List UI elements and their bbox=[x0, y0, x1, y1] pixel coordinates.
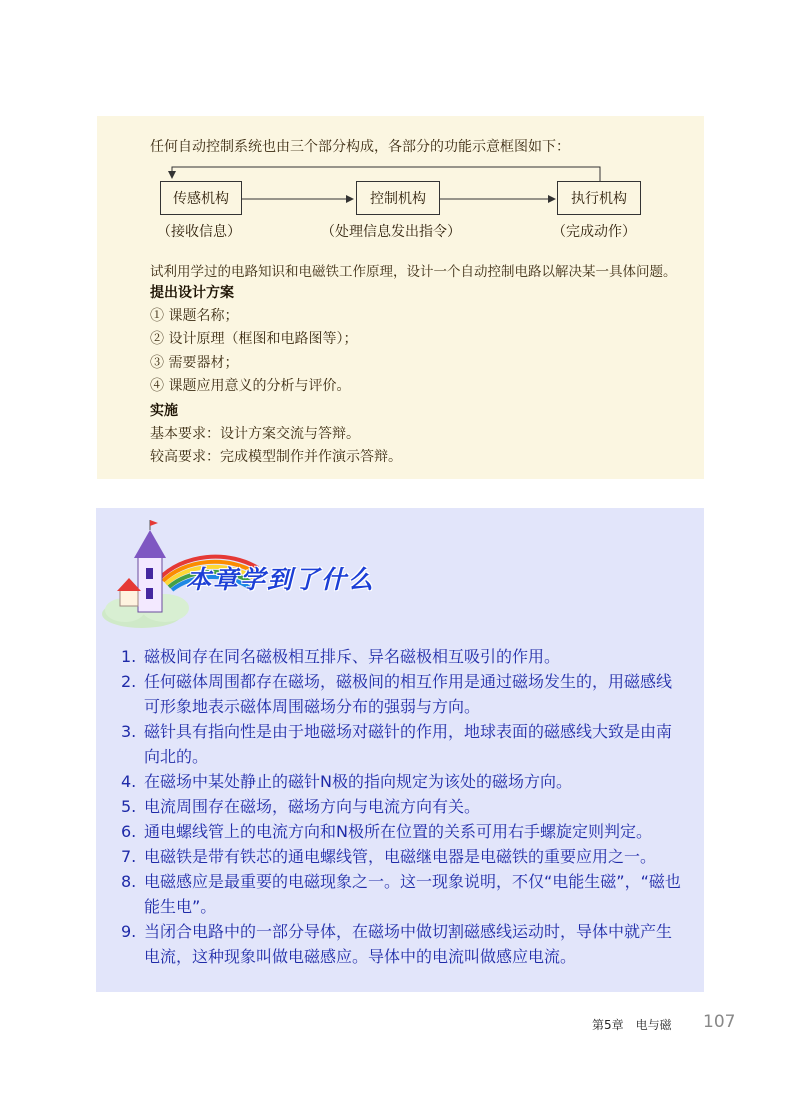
actuator-label: 执行机构 bbox=[571, 191, 627, 207]
requirement-basic: 基本要求：设计方案交流与答辩。 bbox=[150, 426, 360, 442]
item-number: 2. bbox=[121, 672, 137, 691]
item-number: 9. bbox=[121, 922, 137, 941]
item-text: 电流周围存在磁场，磁场方向与电流方向有关。 bbox=[144, 797, 481, 816]
list-item bbox=[121, 819, 686, 844]
footer-chapter-label: 第5章 电与磁 bbox=[592, 1018, 672, 1032]
item-number: 6. bbox=[121, 822, 137, 841]
item-text: 电磁铁是带有铁芯的通电螺线管，电磁继电器是电磁铁的重要应用之一。 bbox=[144, 847, 657, 866]
sensor-box bbox=[160, 181, 242, 215]
item-number: 7. bbox=[121, 847, 137, 866]
list-item bbox=[121, 794, 686, 819]
plan-heading: 提出设计方案 bbox=[150, 285, 234, 301]
actuator-box bbox=[557, 181, 641, 215]
item-text: 通电螺线管上的电流方向和N极所在位置的关系可用右手螺旋定则判定。 bbox=[144, 822, 652, 841]
item-number: 4. bbox=[121, 772, 137, 791]
item-number: 3. bbox=[121, 722, 137, 741]
list-item bbox=[121, 669, 686, 719]
sensor-caption: （接收信息） bbox=[157, 224, 241, 240]
requirement-advanced: 较高要求：完成模型制作并作演示答辩。 bbox=[150, 449, 402, 465]
item-text: 电磁感应是最重要的电磁现象之一。这一现象说明，不仅“电能生磁”，“磁也能生电”。 bbox=[144, 872, 681, 916]
item-text: 在磁场中某处静止的磁针N极的指向规定为该处的磁场方向。 bbox=[144, 772, 572, 791]
list-item bbox=[121, 919, 686, 969]
design-activity-box bbox=[97, 116, 704, 479]
plan-item: ① 课题名称； bbox=[150, 308, 239, 324]
summary-list bbox=[121, 644, 686, 969]
controller-box bbox=[356, 181, 440, 215]
task-text: 试利用学过的电路知识和电磁铁工作原理，设计一个自动控制电路以解决某一具体问题。 bbox=[150, 264, 677, 280]
item-number: 8. bbox=[121, 872, 137, 891]
list-item bbox=[121, 719, 686, 769]
list-item bbox=[121, 769, 686, 794]
page-number: 107 bbox=[703, 1012, 736, 1032]
plan-item: ③ 需要器材； bbox=[150, 355, 239, 371]
item-number: 1. bbox=[121, 647, 137, 666]
controller-label: 控制机构 bbox=[370, 191, 426, 207]
item-number: 5. bbox=[121, 797, 137, 816]
sensor-label: 传感机构 bbox=[173, 191, 229, 207]
activity-intro: 任何自动控制系统也由三个部分构成，各部分的功能示意框图如下： bbox=[150, 139, 570, 155]
summary-title: 本章学到了什么 bbox=[186, 565, 376, 594]
item-text: 磁针具有指向性是由于地磁场对磁针的作用，地球表面的磁感线大致是由南向北的。 bbox=[144, 722, 673, 766]
implement-heading: 实施 bbox=[150, 403, 178, 419]
list-item bbox=[121, 644, 686, 669]
item-text: 任何磁体周围都存在磁场，磁极间的相互作用是通过磁场发生的，用磁感线可形象地表示磁体周围磁场分布的强弱与方向。 bbox=[144, 672, 673, 716]
list-item bbox=[121, 869, 686, 919]
item-text: 当闭合电路中的一部分导体，在磁场中做切割磁感线运动时，导体中就产生电流，这种现象叫做电磁感应。导体中的电流叫做感应电流。 bbox=[144, 922, 673, 966]
list-item bbox=[121, 844, 686, 869]
plan-item: ② 设计原理（框图和电路图等）； bbox=[150, 331, 358, 347]
plan-item: ④ 课题应用意义的分析与评价。 bbox=[150, 378, 351, 394]
actuator-caption: （完成动作） bbox=[552, 224, 636, 240]
item-text: 磁极间存在同名磁极相互排斥、异名磁极相互吸引的作用。 bbox=[144, 647, 561, 666]
controller-caption: （处理信息发出指令） bbox=[321, 224, 461, 240]
